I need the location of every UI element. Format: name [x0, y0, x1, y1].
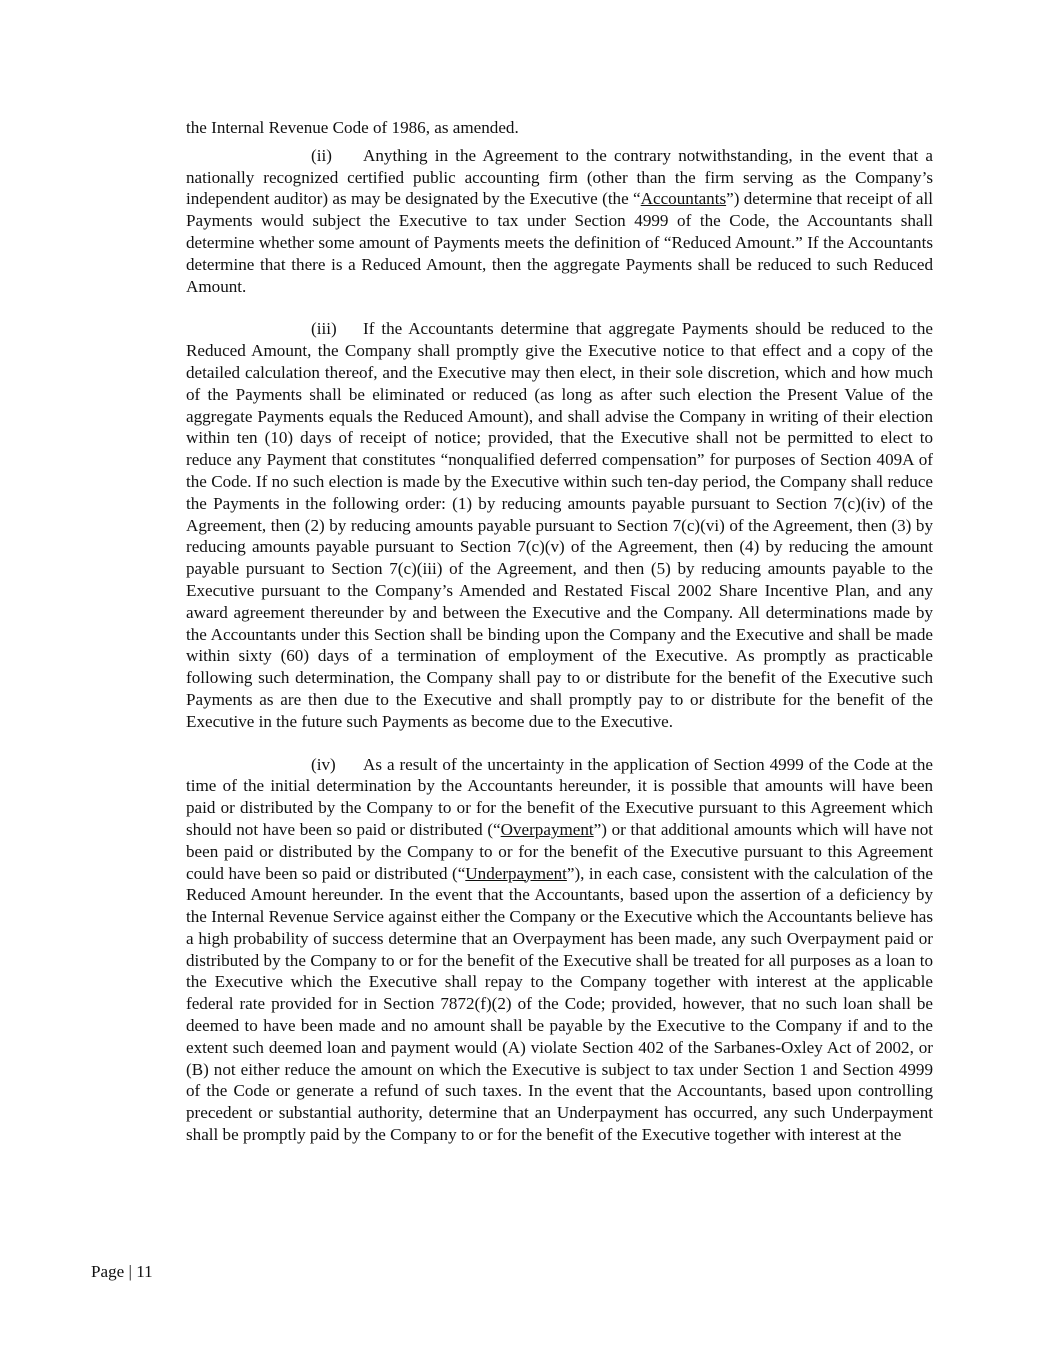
defined-term-accountants: Accountants: [640, 189, 727, 209]
page-number-footer: Page | 11: [91, 1262, 153, 1281]
paragraph-ii-text-2: ”) determine that receipt of all Payments would subject the Executive to tax under Section 4999 of the Code, the Accountants shall determine whether some amount of Payments meets the definition of “Reduced Amount.” If the Accountants determine that there is a Reduced Amount, then the aggregate Payments shall be reduced to such Reduced Amount.: [186, 189, 933, 296]
opening-line: the Internal Revenue Code of 1986, as amended.: [186, 118, 519, 137]
paragraph-iv-text-3: ”), in each case, consistent with the calculation of the Reduced Amount hereunder. In the event that the Accountants, based upon the assertion of a deficiency by the Internal Revenue Service against either the Company or the Executive which the Accountants believe has a high probability of success determine that an Overpayment has been made, any such Overpayment paid or distributed by the Company to or for the benefit of the Executive shall be treated for all purposes as a loan to the Executive which the Executive shall repay to the Company together with interest at the applicable federal rate provided for in Section 7872(f)(2) of the Code; provided, however, that no such loan shall be deemed to have been made and no amount shall be payable by the Executive to the Company if and to the extent such deemed loan and payment would (A) violate Section 402 of the Sarbanes-Oxley Act of 2002, or (B) not either reduce the amount on which the Executive is subject to tax under Section 1 and Section 4999 of the Code or generate a refund of such taxes. In the event that the Accountants, based upon controlling precedent or substantial authority, determine that an Underpayment has occurred, any such Underpayment shall be promptly paid by the Company to or for the benefit of the Executive together with interest at the: [186, 863, 933, 1145]
paragraph-ii-text-1: Anything in the Agreement to the contrary notwithstanding, in the event that a nationally recognized certified public accounting firm (other than the firm serving as the Company’s independent auditor) as may be designated by the Executive (the “: [186, 145, 933, 209]
paragraph-number-iii: (iii): [311, 319, 337, 339]
paragraph-ii: [186, 145, 933, 298]
paragraph-iv: [186, 754, 933, 1146]
paragraph-number-ii: (ii): [311, 145, 332, 165]
defined-term-overpayment: Overpayment: [500, 819, 594, 839]
paragraph-iii-text: If the Accountants determine that aggregate Payments should be reduced to the Reduced Amount, the Company shall promptly give the Executive notice to that effect and a copy of the detailed calculation thereof, and the Executive may then elect, in their sole discretion, which and how much of the Payments shall be eliminated or reduced (as long as after such election the Present Value of the aggregate Payments equals the Reduced Amount), and shall advise the Company in writing of their election within ten (10) days of receipt of notice; provided, that the Executive shall not be permitted to elect to reduce any Payment that constitutes “nonqualified deferred compensation” for purposes of Section 409A of the Code. If no such election is made by the Executive within such ten-day period, the Company shall reduce the Payments in the following order: (1) by reducing amounts payable pursuant to Section 7(c)(iv) of the Agreement, then (2) by reducing amounts payable pursuant to Section 7(c)(vi) of the Agreement, then (3) by reducing amounts payable pursuant to Section 7(c)(v) of the Agreement, then (4) by reducing the amount payable pursuant to Section 7(c)(iii) of the Agreement, and then (5) by reducing amounts payable to the Executive pursuant to the Company’s Amended and Restated Fiscal 2002 Share Incentive Plan, and any award agreement thereunder by and between the Executive and the Company. All determinations made by the Accountants under this Section shall be binding upon the Company and the Executive and shall be made within sixty (60) days of a termination of employment of the Executive. As promptly as practicable following such determination, the Company shall pay to or distribute for the benefit of the Executive such Payments as are then due to the Executive and shall promptly pay to or distribute for the benefit of the Executive in the future such Payments as become due to the Executive.: [186, 319, 933, 731]
paragraph-iii: [186, 318, 933, 732]
document-body: [186, 117, 933, 1146]
defined-term-underpayment: Underpayment: [465, 863, 567, 883]
paragraph-iv-text-2: ”) or that additional amounts which will have not been paid or distributed by the Company to or for the benefit of the Executive pursuant to this Agreement could have been so paid or distributed (“: [186, 819, 933, 883]
paragraph-number-iv: (iv): [311, 754, 336, 774]
paragraph-iv-text-1: As a result of the uncertainty in the application of Section 4999 of the Code at the time of the initial determination by the Accountants hereunder, it is possible that amounts will have been paid or distributed by the Company to or for the benefit of the Executive pursuant to this Agreement which should not have been so paid or distributed (“: [186, 754, 933, 839]
